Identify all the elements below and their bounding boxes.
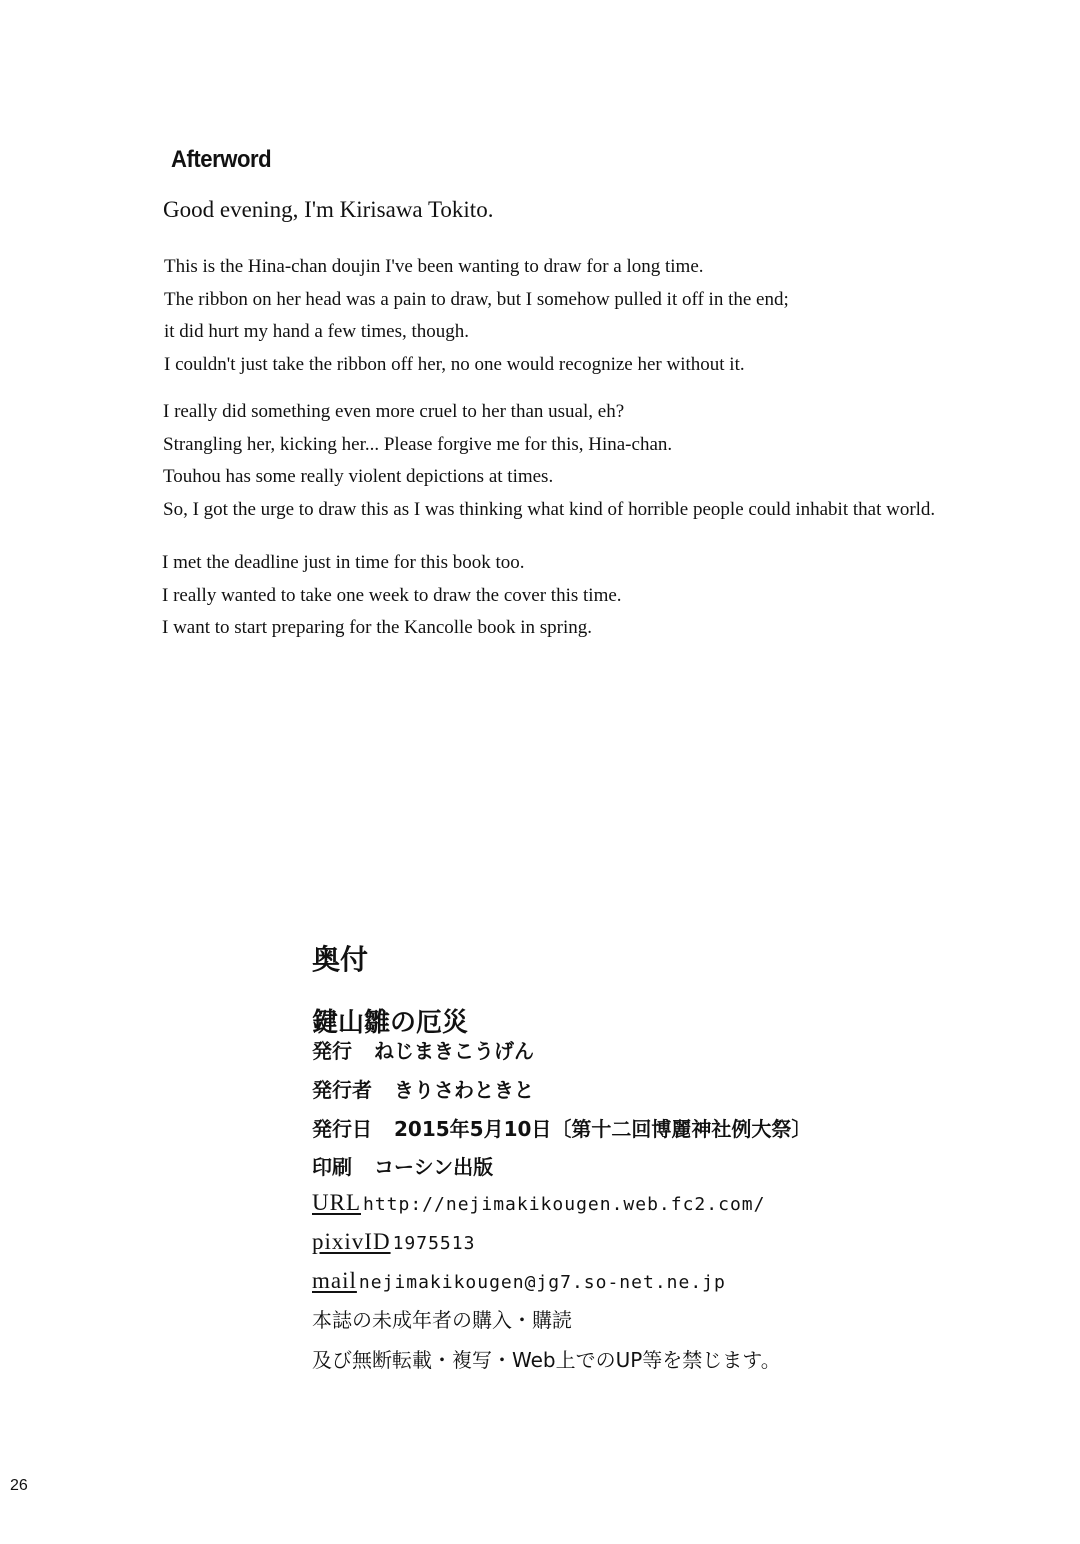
url-link[interactable]: http://nejimakikougen.web.fc2.com/: [363, 1194, 766, 1215]
publisher-label: 発行: [312, 1039, 352, 1063]
date-label: 発行日: [312, 1117, 372, 1141]
text-line: I want to start preparing for the Kancolle book in spring.: [162, 617, 593, 638]
text-line: So, I got the urge to draw this as I was thinking what kind of horrible people could inhabit that world.: [163, 498, 936, 520]
book-title: 鍵山雛の厄災: [312, 1008, 469, 1038]
text-line: Strangling her, kicking her... Please forgive me for this, Hina-chan.: [163, 433, 673, 455]
colophon-mail: [312, 1268, 726, 1294]
afterword-paragraph: [163, 396, 935, 526]
colophon-date: [312, 1113, 811, 1142]
colophon-pixiv: [312, 1229, 475, 1255]
page-number: 26: [10, 1477, 28, 1494]
afterword-greeting: Good evening, I'm Kirisawa Tokito.: [163, 197, 494, 222]
afterword-paragraph: [164, 251, 789, 381]
mail-address[interactable]: nejimakikougen@jg7.so-net.ne.jp: [358, 1272, 726, 1293]
text-line: I met the deadline just in time for this book too.: [162, 552, 525, 573]
text-line: The ribbon on her head was a pain to draw, but I somehow pulled it off in the end;: [164, 288, 789, 310]
text-line: This is the Hina-chan doujin I've been wanting to draw for a long time.: [164, 256, 704, 277]
publisher-value: ねじまきこうげん: [374, 1039, 534, 1063]
url-label: URL: [312, 1190, 361, 1215]
colophon-notice-line: 本誌の未成年者の購入・購読: [312, 1308, 572, 1332]
text-line: I really wanted to take one week to draw the cover this time.: [162, 584, 622, 606]
author-label: 発行者: [312, 1078, 372, 1102]
text-line: I really did something even more cruel to her than usual, eh?: [163, 401, 625, 422]
text-line: Touhou has some really violent depictions at times.: [163, 466, 554, 487]
mail-label: mail: [312, 1268, 357, 1293]
afterword-heading: Afterword: [171, 146, 272, 173]
text-line: I couldn't just take the ribbon off her, no one would recognize her without it.: [164, 353, 745, 375]
colophon-printer: [312, 1151, 493, 1180]
pixiv-id-value: 1975513: [392, 1233, 476, 1254]
author-value: きりさわときと: [394, 1078, 534, 1102]
text-line: it did hurt my hand a few times, though.: [164, 321, 470, 342]
colophon-title: 奥付: [312, 943, 369, 976]
printer-label: 印刷: [312, 1155, 352, 1179]
colophon-url: [312, 1190, 765, 1216]
colophon-publisher: [312, 1035, 534, 1064]
colophon-author: [312, 1074, 534, 1103]
date-value: 2015年5月10日〔第十二回博麗神社例大祭〕: [394, 1117, 812, 1141]
afterword-paragraph: [162, 547, 622, 645]
pixiv-label: pixivID: [312, 1229, 391, 1254]
colophon-notice-line: 及び無断転載・複写・Web上でのUP等を禁じます。: [312, 1348, 781, 1372]
printer-value: コーシン出版: [374, 1155, 494, 1179]
